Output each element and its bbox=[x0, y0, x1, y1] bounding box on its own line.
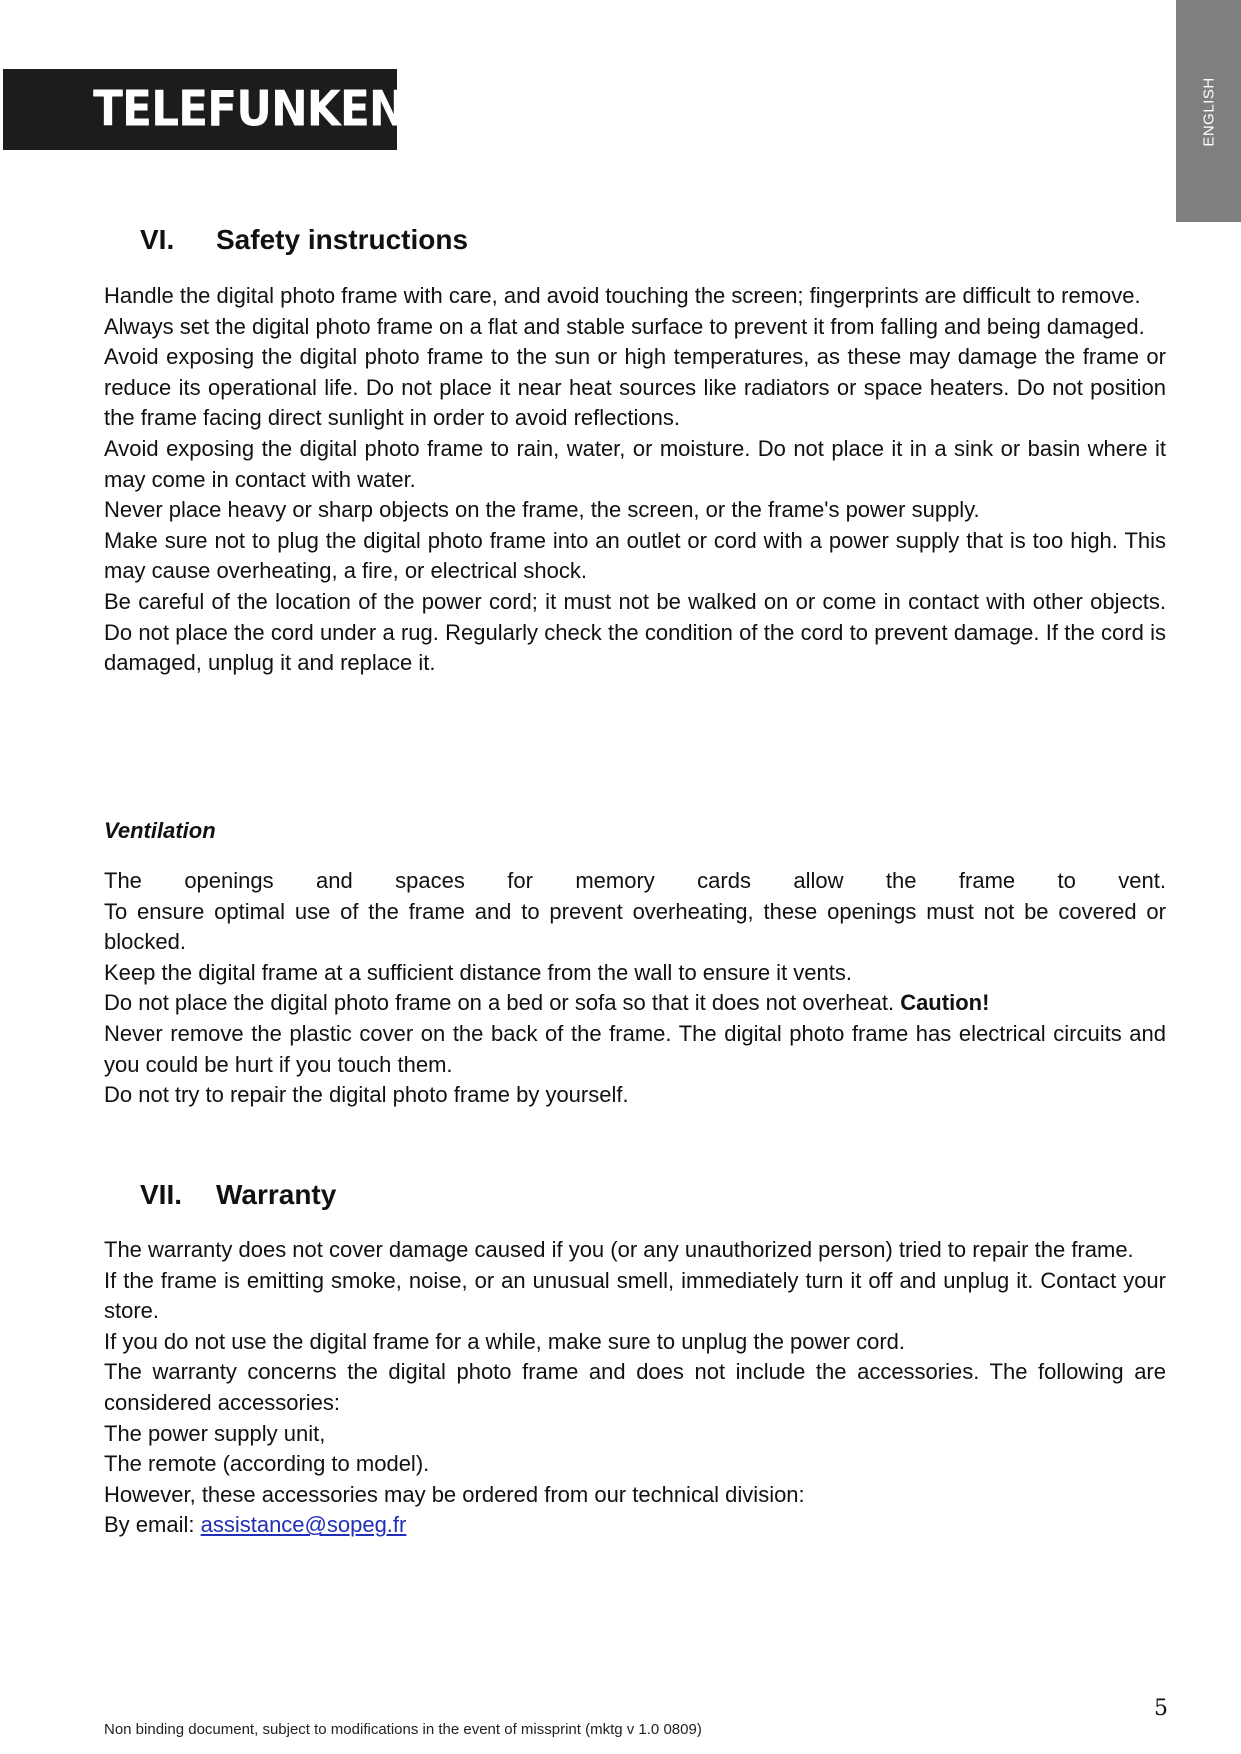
ventilation-title: Ventilation bbox=[104, 818, 216, 843]
footer-disclaimer: Non binding document, subject to modifications in the event of missprint (mktg v 1.0 0809) bbox=[104, 1721, 702, 1738]
paragraph: To ensure optimal use of the frame and to prevent overheating, these openings must not be covered or blocked. bbox=[104, 898, 1166, 955]
paragraph: Handle the digital photo frame with care, and avoid touching the screen; fingerprints are difficult to remove. bbox=[104, 283, 1141, 308]
email-label: By email: bbox=[104, 1512, 201, 1538]
paragraph bbox=[104, 988, 1166, 1019]
paragraph: Keep the digital frame at a sufficient distance from the wall to ensure it vents. bbox=[104, 959, 852, 985]
registered-mark: ® bbox=[406, 87, 418, 100]
paragraph: Be careful of the location of the power cord; it must not be walked on or come in contact with other objects. Do not place the cord under a rug. Regularly check the condition of the cord to prevent damage. If the cord is damaged, unplug it and replace it. bbox=[104, 588, 1166, 676]
paragraph: However, these accessories may be ordered from our technical division: bbox=[104, 1481, 805, 1507]
paragraph: Never place heavy or sharp objects on the frame, the screen, or the frame's power supply. bbox=[104, 497, 980, 523]
paragraph-text: Do not place the digital photo frame on a bed or sofa so that it does not overheat. bbox=[104, 990, 901, 1016]
paragraph bbox=[104, 1510, 1166, 1541]
paragraph: Always set the digital photo frame on a flat and stable surface to prevent it from falling and being damaged. bbox=[104, 313, 1145, 339]
section-title-text: Warranty bbox=[216, 1179, 337, 1210]
paragraph: The openings and spaces for memory cards allow the frame to vent. bbox=[104, 868, 1166, 893]
section-title-warranty bbox=[140, 1181, 336, 1209]
caution-label: Caution! bbox=[900, 990, 990, 1016]
section-number: VII. bbox=[140, 1179, 183, 1210]
section-number: VI. bbox=[140, 224, 175, 255]
warranty-body bbox=[104, 1235, 1166, 1541]
email-link[interactable]: assistance@sopeg.fr bbox=[200, 1512, 407, 1538]
ventilation-body bbox=[104, 866, 1166, 1111]
paragraph: The power supply unit, bbox=[104, 1420, 326, 1446]
paragraph: If the frame is emitting smoke, noise, or an unusual smell, immediately turn it off and unplug it. Contact your store. bbox=[104, 1267, 1166, 1324]
language-tab bbox=[1176, 0, 1241, 222]
safety-instructions-body bbox=[104, 281, 1166, 679]
paragraph: The warranty does not cover damage caused if you (or any unauthorized person) tried to repair the frame. bbox=[104, 1237, 1134, 1262]
language-tab-label: ENGLISH bbox=[1200, 77, 1217, 147]
paragraph: The warranty concerns the digital photo frame and does not include the accessories. The following are considered accessories: bbox=[104, 1359, 1166, 1415]
paragraph: If you do not use the digital frame for a while, make sure to unplug the power cord. bbox=[104, 1328, 906, 1354]
paragraph: Do not try to repair the digital photo frame by yourself. bbox=[104, 1082, 629, 1108]
section-title-text: Safety instructions bbox=[216, 224, 469, 255]
section-title-safety bbox=[140, 226, 468, 254]
paragraph: Avoid exposing the digital photo frame to rain, water, or moisture. Do not place it in a sink or basin where it may come in contact with water. bbox=[104, 435, 1166, 492]
brand-name: TELEFUNKEN bbox=[93, 80, 405, 138]
page-number: 5 bbox=[1154, 1696, 1168, 1721]
paragraph: Make sure not to plug the digital photo frame into an outlet or cord with a power supply that is too high. This may cause overheating, a fire, or electrical shock. bbox=[104, 527, 1166, 584]
paragraph: Avoid exposing the digital photo frame to the sun or high temperatures, as these may damage the frame or reduce its operational life. Do not place it near heat sources like radiators or space heaters. Do not position the frame facing direct sunlight in order to avoid reflections. bbox=[104, 344, 1166, 431]
brand-logo bbox=[3, 69, 418, 150]
paragraph: The remote (according to model). bbox=[104, 1451, 430, 1477]
paragraph: Never remove the plastic cover on the back of the frame. The digital photo frame has electrical circuits and you could be hurt if you touch them. bbox=[104, 1020, 1166, 1077]
